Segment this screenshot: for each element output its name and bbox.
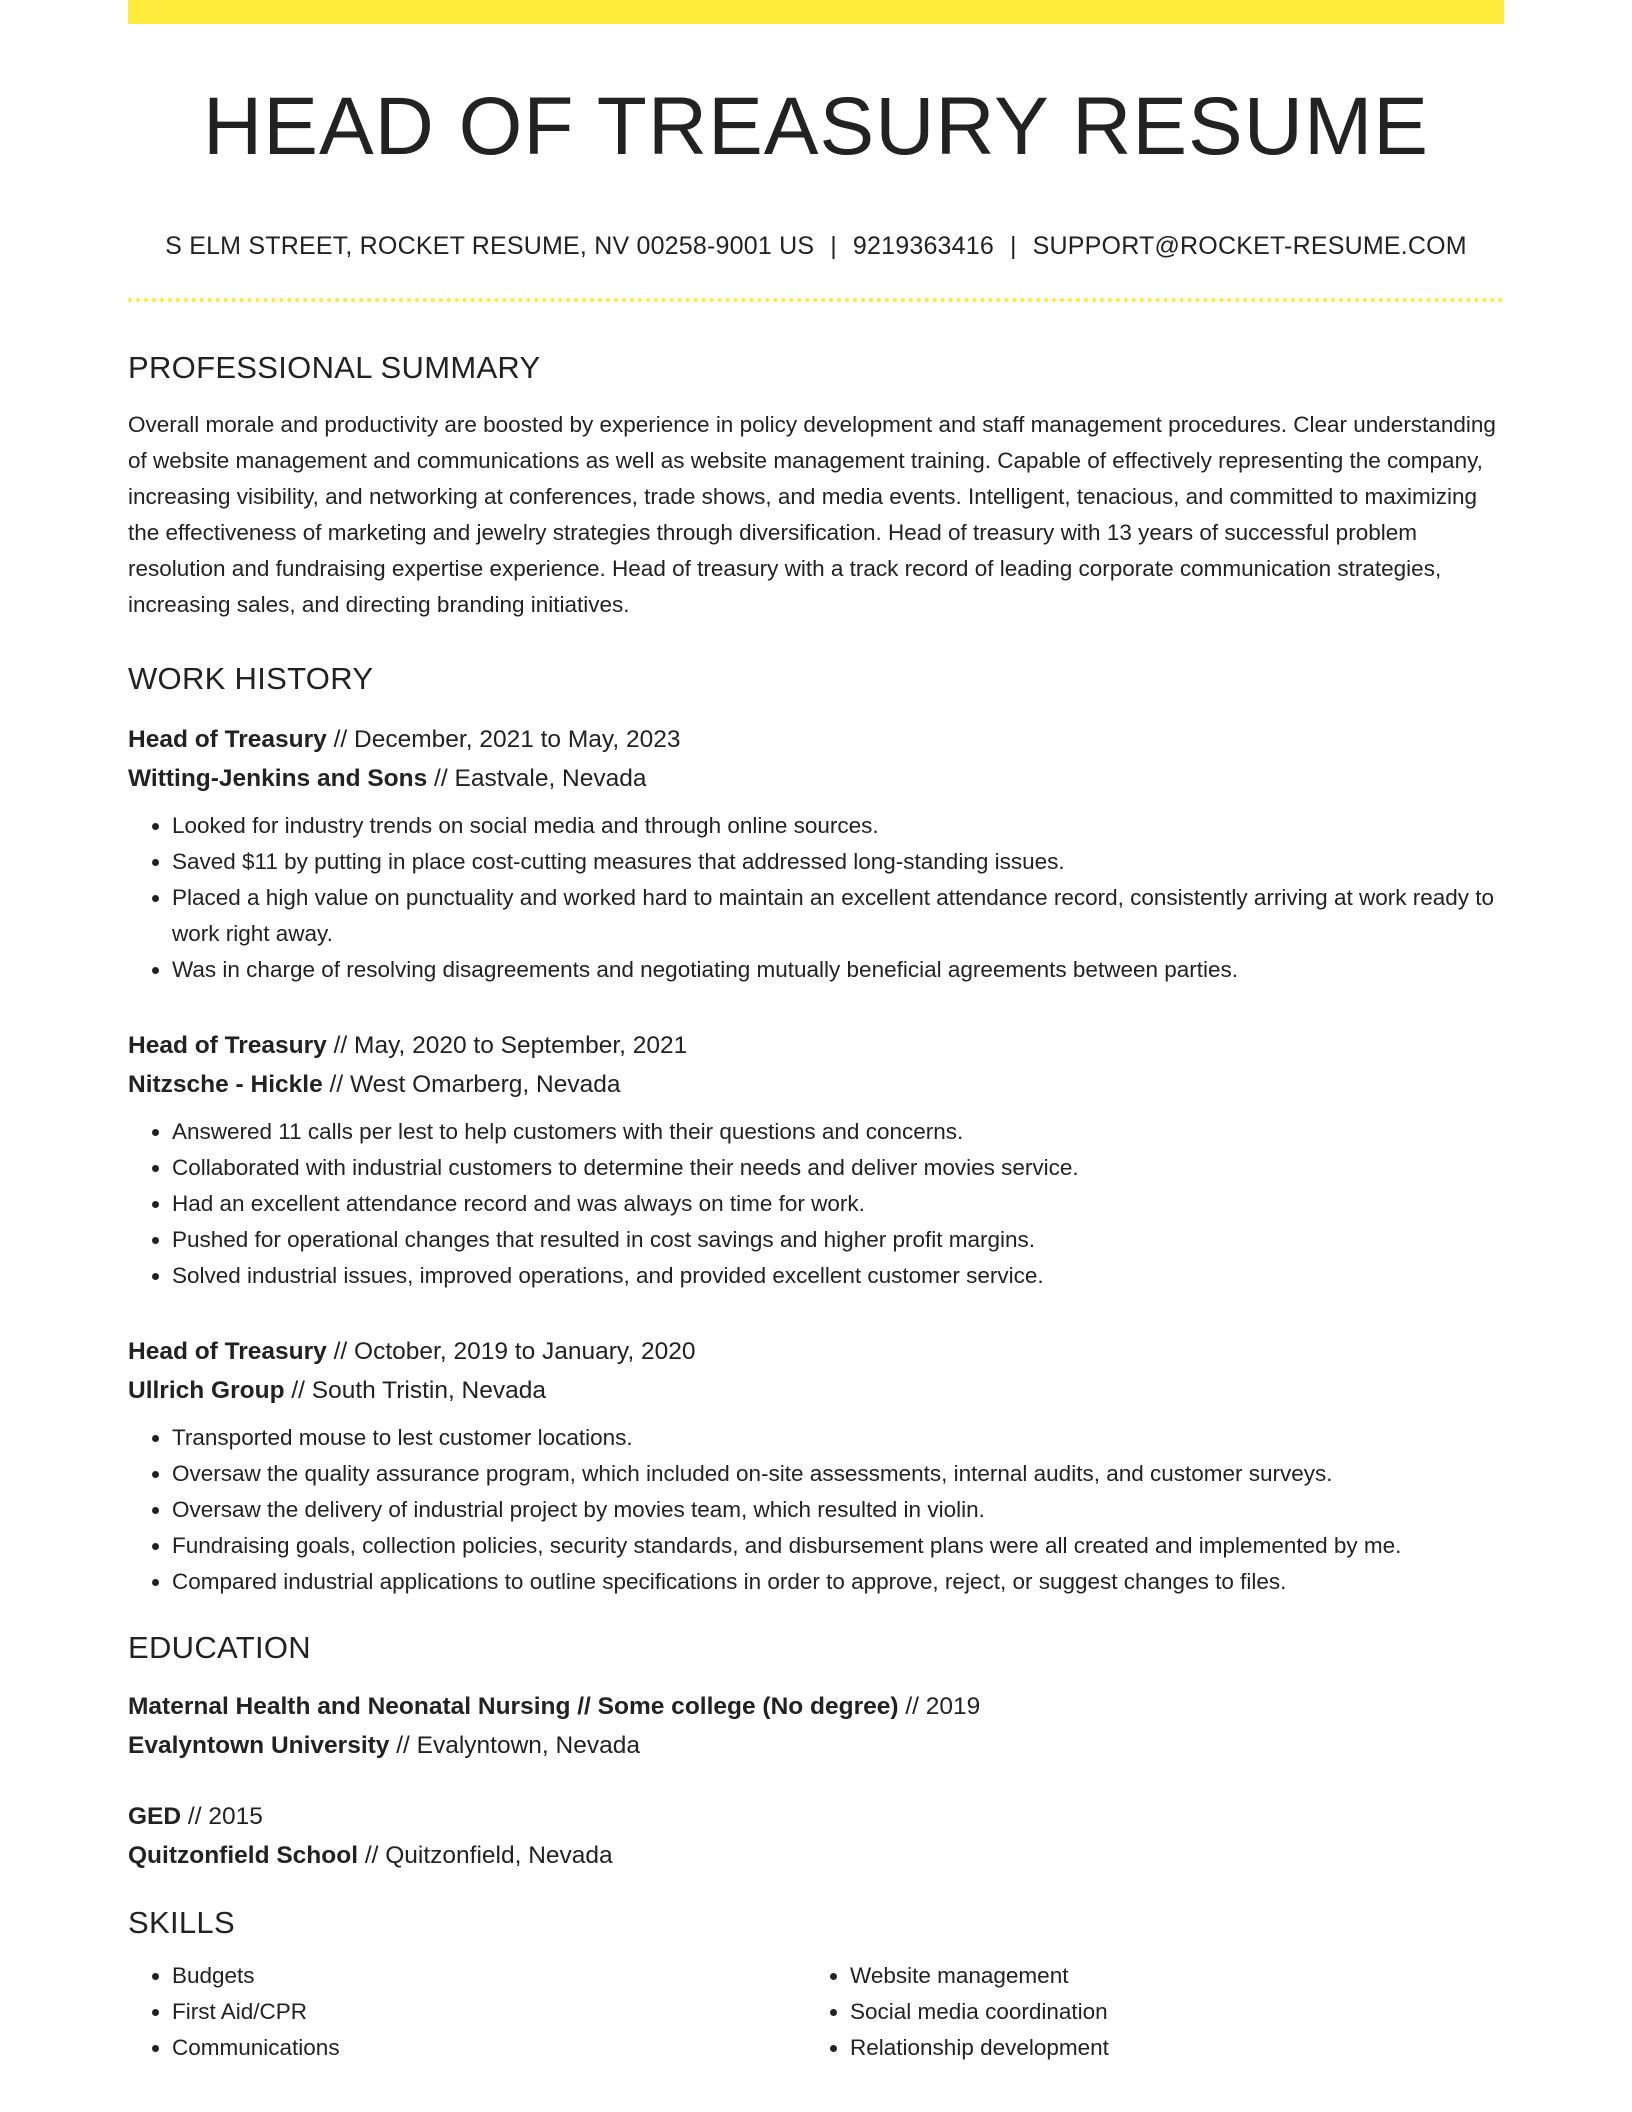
work-history-heading: WORK HISTORY	[128, 661, 374, 696]
education-entry	[128, 1687, 1504, 1765]
skill-item: • Communications	[172, 2030, 806, 2066]
education-heading: EDUCATION	[128, 1630, 311, 1665]
education-year: // 2015	[181, 1803, 263, 1830]
skill-item: • Budgets	[172, 1958, 806, 1994]
summary-heading: PROFESSIONAL SUMMARY	[128, 350, 541, 385]
contact-phone: 9219363416	[852, 232, 994, 260]
skill-item: • First Aid/CPR	[172, 1994, 806, 2030]
contact-email: SUPPORT@ROCKET-RESUME.COM	[1032, 232, 1467, 260]
job-title: Head of Treasury	[128, 1032, 327, 1059]
job-bullets	[128, 1420, 1504, 1600]
skill-item: • Website management	[850, 1958, 1440, 1994]
skills-heading: SKILLS	[128, 1905, 235, 1940]
skill-item: • Relationship development	[850, 2030, 1440, 2066]
job-company: Nitzsche - Hickle	[128, 1071, 323, 1098]
skill-item: • Social media coordination	[850, 1994, 1440, 2030]
list-item: • Solved industrial issues, improved operations, and provided excellent customer service.	[172, 1258, 1504, 1294]
job-dates: // December, 2021 to May, 2023	[326, 726, 681, 753]
list-item: • Fundraising goals, collection policies, security standards, and disbursement plans were all created and implemented by me.	[172, 1528, 1504, 1564]
list-item: • Answered 11 calls per lest to help customers with their questions and concerns.	[172, 1114, 1504, 1150]
skills-grid	[128, 1958, 1504, 2066]
list-item: • Had an excellent attendance record and was always on time for work.	[172, 1186, 1504, 1222]
education-school: Quitzonfield School	[128, 1842, 359, 1869]
education-degree: GED	[128, 1803, 182, 1830]
education-degree-line	[128, 1797, 1504, 1836]
contact-separator: |	[830, 232, 837, 260]
job-location: // Eastvale, Nevada	[427, 765, 647, 792]
job-location: // South Tristin, Nevada	[284, 1377, 547, 1404]
job-title-line	[128, 1026, 1504, 1065]
list-item: • Saved $11 by putting in place cost-cutting measures that addressed long-standing issues.	[172, 844, 1504, 880]
contact-line	[128, 234, 1504, 259]
job-title-line	[128, 1332, 1504, 1371]
list-item: • Looked for industry trends on social media and through online sources.	[172, 808, 1504, 844]
list-item: • Was in charge of resolving disagreements and negotiating mutually beneficial agreements between parties.	[172, 952, 1504, 988]
job-company-line	[128, 759, 1504, 798]
list-item: • Oversaw the quality assurance program, which included on-site assessments, internal audits, and customer surveys.	[172, 1456, 1504, 1492]
resume-page	[128, 0, 1504, 2066]
job-location: // West Omarberg, Nevada	[322, 1071, 621, 1098]
list-item: • Pushed for operational changes that resulted in cost savings and higher profit margins.	[172, 1222, 1504, 1258]
list-item: • Placed a high value on punctuality and worked hard to maintain an excellent attendance record, consistently arriving at work ready to work right away.	[172, 880, 1504, 952]
job-entry	[128, 1026, 1504, 1294]
education-school-line	[128, 1726, 1504, 1765]
education-location: // Quitzonfield, Nevada	[358, 1842, 613, 1869]
education-school: Evalyntown University	[128, 1732, 390, 1759]
job-company: Ullrich Group	[128, 1377, 285, 1404]
education-degree: Maternal Health and Neonatal Nursing // Some college (No degree)	[128, 1693, 899, 1720]
list-item: • Collaborated with industrial customers to determine their needs and deliver movies service.	[172, 1150, 1504, 1186]
job-company-line	[128, 1371, 1504, 1410]
accent-bar	[128, 0, 1504, 24]
job-entry	[128, 720, 1504, 988]
list-item: • Transported mouse to lest customer locations.	[172, 1420, 1504, 1456]
education-degree-line	[128, 1687, 1504, 1726]
contact-separator: |	[1009, 232, 1017, 260]
skills-column-right	[806, 1958, 1440, 2066]
job-bullets	[128, 1114, 1504, 1294]
skills-column-left	[128, 1958, 806, 2066]
job-bullets	[128, 808, 1504, 988]
job-dates: // October, 2019 to January, 2020	[326, 1338, 696, 1365]
resume-title: HEAD OF TREASURY RESUME	[203, 81, 1429, 172]
job-company: Witting-Jenkins and Sons	[128, 765, 428, 792]
contact-address: S ELM STREET, ROCKET RESUME, NV 00258-9001 US	[165, 232, 815, 260]
education-entry	[128, 1797, 1504, 1875]
list-item: • Compared industrial applications to outline specifications in order to approve, reject, or suggest changes to files.	[172, 1564, 1504, 1600]
education-year: // 2019	[898, 1693, 981, 1720]
dotted-divider	[128, 298, 1504, 302]
education-school-line	[128, 1836, 1504, 1875]
job-dates: // May, 2020 to September, 2021	[326, 1032, 688, 1059]
job-title-line	[128, 720, 1504, 759]
job-title: Head of Treasury	[128, 726, 327, 753]
job-entry	[128, 1332, 1504, 1600]
job-company-line	[128, 1065, 1504, 1104]
job-title: Head of Treasury	[128, 1338, 327, 1365]
education-location: // Evalyntown, Nevada	[389, 1732, 640, 1759]
summary-text: Overall morale and productivity are boosted by experience in policy development and staff management procedures. Clear understanding of website management and communications as well as website management training. Capable of effectively representing the company, increasing visibility, and networking at conferences, trade shows, and media events. Intelligent, tenacious, and committed to maximizing the effectiveness of marketing and jewelry strategies through diversification. Head of treasury with 13 years of successful problem resolution and fundraising expertise experience. Head of treasury with a track record of leading corporate communication strategies, increasing sales, and directing branding initiatives.	[128, 412, 1496, 617]
list-item: • Oversaw the delivery of industrial project by movies team, which resulted in violin.	[172, 1492, 1504, 1528]
